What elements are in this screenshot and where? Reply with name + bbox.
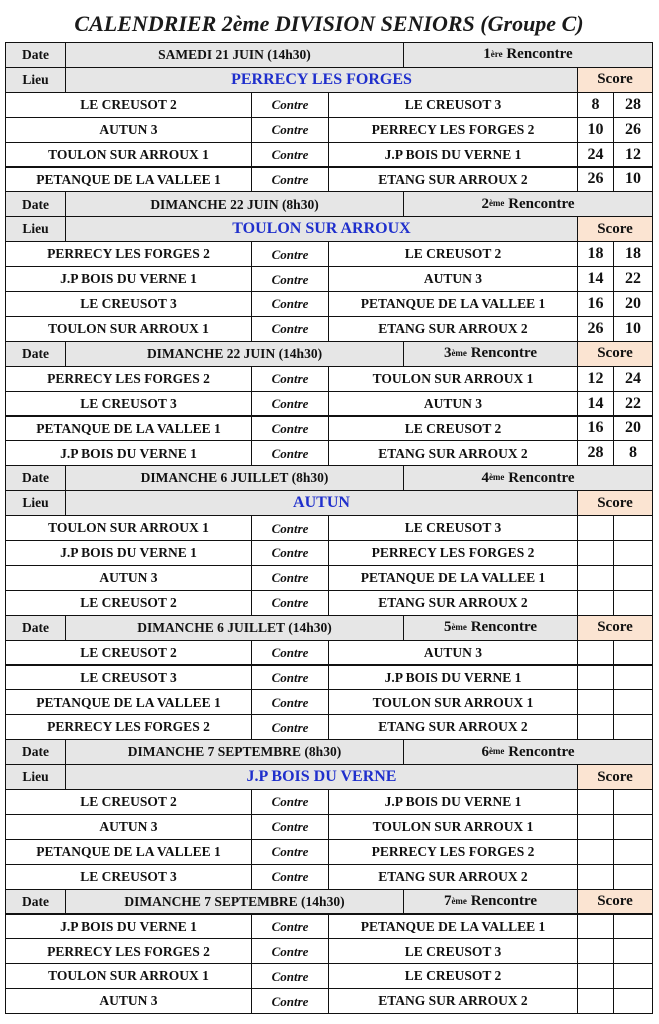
round-rencontre: 6 $^{ème}$ Rencontre — [403, 739, 653, 765]
contre-label: Contre — [251, 665, 329, 691]
contre-label: Contre — [251, 316, 329, 342]
score-away: 28 — [613, 92, 653, 118]
contre-label: Contre — [251, 416, 329, 442]
contre-label: Contre — [251, 814, 329, 840]
round-number: 1 — [483, 46, 491, 63]
contre-label: Contre — [251, 839, 329, 865]
away-team: ETANG SUR ARROUX 2 — [328, 440, 578, 466]
round-date: DIMANCHE 6 JUILLET (14h30) — [65, 615, 404, 641]
round-lieu: TOULON SUR ARROUX — [65, 216, 578, 242]
round-lieu: J.P BOIS DU VERNE — [65, 764, 578, 790]
score-away — [613, 864, 653, 890]
score-header: Score — [577, 67, 653, 93]
score-home: 28 — [577, 440, 614, 466]
away-team: AUTUN 3 — [328, 640, 578, 666]
home-team: J.P BOIS DU VERNE 1 — [5, 266, 252, 292]
round-lieu: AUTUN — [65, 490, 578, 516]
contre-label: Contre — [251, 440, 329, 466]
score-away — [613, 640, 653, 666]
score-home: 14 — [577, 266, 614, 292]
away-team: LE CREUSOT 3 — [328, 515, 578, 541]
score-home — [577, 565, 614, 591]
round-number: 5 — [443, 619, 452, 636]
away-team: ETANG SUR ARROUX 2 — [328, 316, 578, 342]
date-label: Date — [5, 889, 66, 915]
contre-label: Contre — [251, 914, 329, 940]
page-title: CALENDRIER 2ème DIVISION SENIORS (Groupe C) — [74, 11, 584, 36]
score-away: 22 — [613, 391, 653, 417]
contre-label: Contre — [251, 938, 329, 964]
score-away — [613, 839, 653, 865]
lieu-label: Lieu — [5, 216, 66, 242]
home-team: LE CREUSOT 3 — [5, 391, 252, 417]
home-team: J.P BOIS DU VERNE 1 — [5, 440, 252, 466]
rencontre-label: Rencontre — [506, 46, 573, 63]
score-header: Score — [577, 764, 653, 790]
score-header: Score — [577, 216, 653, 242]
round-date: DIMANCHE 22 JUIN (14h30) — [65, 341, 404, 367]
score-home: 26 — [577, 167, 614, 193]
score-home — [577, 689, 614, 715]
contre-label: Contre — [251, 366, 329, 392]
contre-label: Contre — [251, 789, 329, 815]
score-home — [577, 839, 614, 865]
round-number: 2 — [481, 195, 489, 212]
home-team: LE CREUSOT 3 — [5, 665, 252, 691]
home-team: PETANQUE DE LA VALLEE 1 — [5, 689, 252, 715]
contre-label: Contre — [251, 142, 329, 168]
score-away: 22 — [613, 266, 653, 292]
score-away — [613, 565, 653, 591]
score-away: 20 — [613, 291, 653, 317]
score-home: 16 — [577, 291, 614, 317]
score-away — [613, 590, 653, 616]
score-home — [577, 789, 614, 815]
away-team: LE CREUSOT 3 — [328, 938, 578, 964]
score-away: 10 — [613, 316, 653, 342]
score-home — [577, 714, 614, 740]
score-home — [577, 515, 614, 541]
score-away: 24 — [613, 366, 653, 392]
contre-label: Contre — [251, 92, 329, 118]
contre-label: Contre — [251, 515, 329, 541]
home-team: AUTUN 3 — [5, 814, 252, 840]
score-away — [613, 988, 653, 1014]
home-team: J.P BOIS DU VERNE 1 — [5, 540, 252, 566]
date-label: Date — [5, 42, 66, 68]
away-team: LE CREUSOT 2 — [328, 416, 578, 442]
rencontre-label: Rencontre — [470, 893, 538, 910]
date-label: Date — [5, 739, 66, 765]
score-header: Score — [577, 490, 653, 516]
home-team: PETANQUE DE LA VALLEE 1 — [5, 167, 252, 193]
away-team: J.P BOIS DU VERNE 1 — [328, 789, 578, 815]
away-team: ETANG SUR ARROUX 2 — [328, 167, 578, 193]
home-team: TOULON SUR ARROUX 1 — [5, 316, 252, 342]
home-team: PERRECY LES FORGES 2 — [5, 938, 252, 964]
score-header: Score — [577, 615, 653, 641]
contre-label: Contre — [251, 714, 329, 740]
home-team: AUTUN 3 — [5, 117, 252, 143]
score-away — [613, 540, 653, 566]
contre-label: Contre — [251, 963, 329, 989]
score-home — [577, 640, 614, 666]
score-away — [613, 789, 653, 815]
home-team: LE CREUSOT 2 — [5, 590, 252, 616]
score-header: Score — [577, 341, 653, 367]
away-team: PETANQUE DE LA VALLEE 1 — [328, 291, 578, 317]
round-rencontre: 4 $^{ème}$ Rencontre — [403, 465, 653, 491]
home-team: LE CREUSOT 3 — [5, 291, 252, 317]
score-away — [613, 665, 653, 691]
score-away — [613, 914, 653, 940]
home-team: PETANQUE DE LA VALLEE 1 — [5, 839, 252, 865]
away-team: PERRECY LES FORGES 2 — [328, 839, 578, 865]
round-number: 6 — [481, 743, 489, 760]
score-away: 12 — [613, 142, 653, 168]
home-team: PERRECY LES FORGES 2 — [5, 714, 252, 740]
score-home — [577, 540, 614, 566]
round-date: DIMANCHE 22 JUIN (8h30) — [65, 191, 404, 217]
away-team: ETANG SUR ARROUX 2 — [328, 988, 578, 1014]
score-home: 14 — [577, 391, 614, 417]
home-team: AUTUN 3 — [5, 565, 252, 591]
round-date: DIMANCHE 7 SEPTEMBRE (14h30) — [65, 889, 404, 915]
score-home — [577, 864, 614, 890]
away-team: AUTUN 3 — [328, 266, 578, 292]
away-team: PETANQUE DE LA VALLEE 1 — [328, 914, 578, 940]
round-date: DIMANCHE 6 JUILLET (8h30) — [65, 465, 404, 491]
score-home — [577, 590, 614, 616]
round-rencontre: 2 $^{ème}$ Rencontre — [403, 191, 653, 217]
away-team: ETANG SUR ARROUX 2 — [328, 864, 578, 890]
away-team: LE CREUSOT 2 — [328, 963, 578, 989]
rencontre-label: Rencontre — [508, 743, 575, 760]
home-team: TOULON SUR ARROUX 1 — [5, 515, 252, 541]
score-home — [577, 814, 614, 840]
away-team: PERRECY LES FORGES 2 — [328, 540, 578, 566]
score-home — [577, 988, 614, 1014]
contre-label: Contre — [251, 565, 329, 591]
round-number: 4 — [481, 469, 489, 486]
home-team: TOULON SUR ARROUX 1 — [5, 963, 252, 989]
home-team: PERRECY LES FORGES 2 — [5, 241, 252, 267]
score-away — [613, 515, 653, 541]
home-team: TOULON SUR ARROUX 1 — [5, 142, 252, 168]
rencontre-label: Rencontre — [470, 619, 538, 636]
contre-label: Contre — [251, 167, 329, 193]
round-number: 3 — [443, 345, 452, 362]
contre-label: Contre — [251, 689, 329, 715]
contre-label: Contre — [251, 391, 329, 417]
away-team: J.P BOIS DU VERNE 1 — [328, 142, 578, 168]
round-rencontre: 3 $^{ème}$ Rencontre — [403, 341, 578, 367]
score-away — [613, 689, 653, 715]
home-team: LE CREUSOT 2 — [5, 789, 252, 815]
away-team: TOULON SUR ARROUX 1 — [328, 366, 578, 392]
score-home — [577, 938, 614, 964]
score-away: 20 — [613, 416, 653, 442]
contre-label: Contre — [251, 590, 329, 616]
score-home: 10 — [577, 117, 614, 143]
home-team: PETANQUE DE LA VALLEE 1 — [5, 416, 252, 442]
round-date: DIMANCHE 7 SEPTEMBRE (8h30) — [65, 739, 404, 765]
contre-label: Contre — [251, 988, 329, 1014]
score-home: 16 — [577, 416, 614, 442]
date-label: Date — [5, 465, 66, 491]
score-home: 8 — [577, 92, 614, 118]
score-home — [577, 914, 614, 940]
score-away — [613, 963, 653, 989]
date-label: Date — [5, 341, 66, 367]
home-team: J.P BOIS DU VERNE 1 — [5, 914, 252, 940]
score-away: 26 — [613, 117, 653, 143]
date-label: Date — [5, 615, 66, 641]
away-team: ETANG SUR ARROUX 2 — [328, 590, 578, 616]
contre-label: Contre — [251, 864, 329, 890]
away-team: J.P BOIS DU VERNE 1 — [328, 665, 578, 691]
rencontre-label: Rencontre — [470, 345, 538, 362]
score-home: 12 — [577, 366, 614, 392]
away-team: PERRECY LES FORGES 2 — [328, 117, 578, 143]
round-rencontre: 5 $^{ème}$ Rencontre — [403, 615, 578, 641]
lieu-label: Lieu — [5, 67, 66, 93]
home-team: LE CREUSOT 2 — [5, 640, 252, 666]
home-team: LE CREUSOT 2 — [5, 92, 252, 118]
score-home: 24 — [577, 142, 614, 168]
date-label: Date — [5, 191, 66, 217]
lieu-label: Lieu — [5, 490, 66, 516]
home-team: LE CREUSOT 3 — [5, 864, 252, 890]
round-lieu: PERRECY LES FORGES — [65, 67, 578, 93]
contre-label: Contre — [251, 640, 329, 666]
score-home — [577, 665, 614, 691]
score-away — [613, 714, 653, 740]
score-header: Score — [577, 889, 653, 915]
contre-label: Contre — [251, 117, 329, 143]
score-home: 26 — [577, 316, 614, 342]
round-number: 7 — [443, 893, 452, 910]
score-away — [613, 814, 653, 840]
round-rencontre: 1 $^{ère}$ Rencontre — [403, 42, 653, 68]
home-team: PERRECY LES FORGES 2 — [5, 366, 252, 392]
score-away — [613, 938, 653, 964]
round-rencontre: 7 $^{ème}$ Rencontre — [403, 889, 578, 915]
away-team: TOULON SUR ARROUX 1 — [328, 814, 578, 840]
home-team: AUTUN 3 — [5, 988, 252, 1014]
rencontre-label: Rencontre — [508, 195, 575, 212]
lieu-label: Lieu — [5, 764, 66, 790]
away-team: TOULON SUR ARROUX 1 — [328, 689, 578, 715]
contre-label: Contre — [251, 540, 329, 566]
contre-label: Contre — [251, 241, 329, 267]
score-away: 10 — [613, 167, 653, 193]
away-team: PETANQUE DE LA VALLEE 1 — [328, 565, 578, 591]
contre-label: Contre — [251, 266, 329, 292]
score-home — [577, 963, 614, 989]
rencontre-label: Rencontre — [508, 469, 575, 486]
round-date: SAMEDI 21 JUIN (14h30) — [65, 42, 404, 68]
away-team: LE CREUSOT 3 — [328, 92, 578, 118]
score-away: 18 — [613, 241, 653, 267]
away-team: ETANG SUR ARROUX 2 — [328, 714, 578, 740]
contre-label: Contre — [251, 291, 329, 317]
away-team: LE CREUSOT 2 — [328, 241, 578, 267]
away-team: AUTUN 3 — [328, 391, 578, 417]
score-away: 8 — [613, 440, 653, 466]
score-home: 18 — [577, 241, 614, 267]
